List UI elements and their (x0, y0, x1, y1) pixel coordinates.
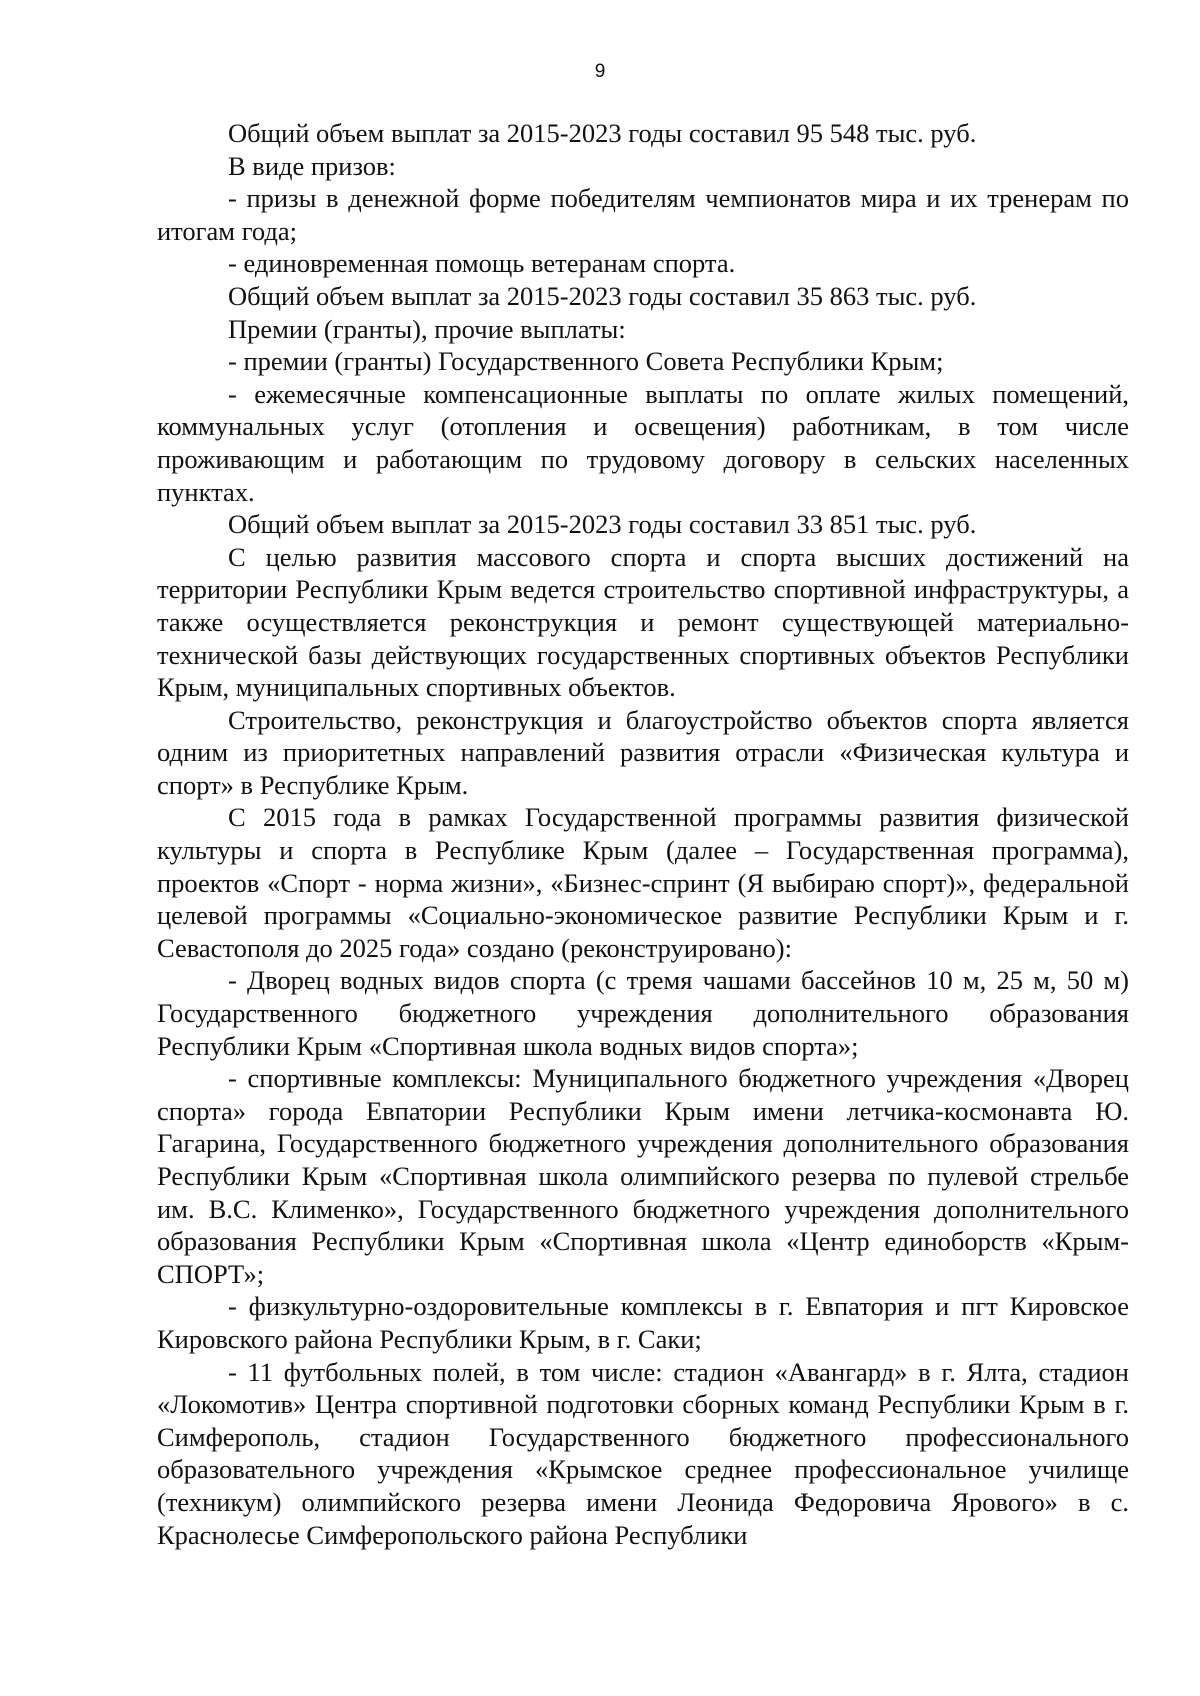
paragraph-prizes-heading: В виде призов: (228, 150, 396, 181)
paragraph-water-sports-palace: - Дворец водных видов спорта (с тремя чашами бассейнов 10 м, 25 м, 50 м) Государственного бюджетного учреждения дополнительного образования Республики Крым «Спортивная школа водных видов спорта»; (157, 965, 1129, 1061)
paragraph-prizes-world-champions: - призы в денежной форме победителям чемпионатов мира и их тренерам по итогам года; (157, 183, 1129, 246)
paragraph-compensation-payments: - ежемесячные компенсационные выплаты по оплате жилых помещений, коммунальных услуг (отопления и освещения) работникам, в том числе проживающим и работающим по трудовому договору в сельских населенных пунктах. (157, 378, 1129, 507)
paragraph-state-council-grants: - премии (гранты) Государственного Совета Республики Крым; (228, 346, 944, 377)
paragraph-infrastructure-development: С целью развития массового спорта и спорта высших достижений на территории Республики Крым ведется строительство спортивной инфраструктуры, а также осуществляется реконструкция и ремонт существующей материально-технической базы действующих государственных спортивных объектов Республики Крым, муниципальных спортивных объектов. (157, 541, 1129, 703)
paragraph-fitness-complexes: - физкультурно-оздоровительные комплексы в г. Евпатория и пгт Кировское Кировского района Республики Крым, в г. Саки; (157, 1291, 1129, 1354)
paragraph-total-payments-3: Общий объем выплат за 2015-2023 годы составил 33 851 тыс. руб. (228, 509, 977, 540)
paragraph-state-program: С 2015 года в рамках Государственной программы развития физической культуры и спорта в Республике Крым (далее – Государственная программа), проектов «Спорт - норма жизни», «Бизнес-спринт (Я выбираю спорт)», федеральной целевой программы «Социально-экономическое развитие Республики Крым и г. Севастополя до 2025 года» создано (реконструировано): (157, 802, 1129, 963)
paragraph-total-payments-2: Общий объем выплат за 2015-2023 годы составил 35 863 тыс. руб. (228, 280, 977, 311)
paragraph-veterans-aid: - единовременная помощь ветеранам спорта. (228, 248, 736, 279)
paragraph-football-fields: - 11 футбольных полей, в том числе: стадион «Авангард» в г. Ялта, стадион «Локомотив» Центра спортивной подготовки сборных команд Республики Крым в г. Симферополь, стадион Государственного бюджетного профессионального образовательного учреждения «Крымское среднее профессиональное училище (техникум) олимпийского резерва имени Леонида Федоровича Ярового» в с. Краснолесье Симферопольского района Республики (157, 1356, 1129, 1550)
document-body (157, 117, 1129, 1551)
paragraph-total-payments-1: Общий объем выплат за 2015-2023 годы составил 95 548 тыс. руб. (228, 118, 977, 148)
paragraph-grants-heading: Премии (гранты), прочие выплаты: (228, 313, 626, 344)
paragraph-construction-priority: Строительство, реконструкция и благоустройство объектов спорта является одним из приоритетных направлений развития отрасли «Физическая культура и спорт» в Республике Крым. (157, 704, 1129, 800)
paragraph-sports-complexes: - спортивные комплексы: Муниципального бюджетного учреждения «Дворец спорта» города Евпатории Республики Крым имени летчика-космонавта Ю. Гагарина, Государственного бюджетного учреждения дополнительного образования Республики Крым «Спортивная школа олимпийского резерва по пулевой стрельбе им. В.С. Клименко», Государственного бюджетного учреждения дополнительного образования Республики Крым «Спортивная школа «Центр единоборств «Крым-СПОРТ»; (157, 1063, 1129, 1289)
page-number: 9 (594, 61, 606, 82)
